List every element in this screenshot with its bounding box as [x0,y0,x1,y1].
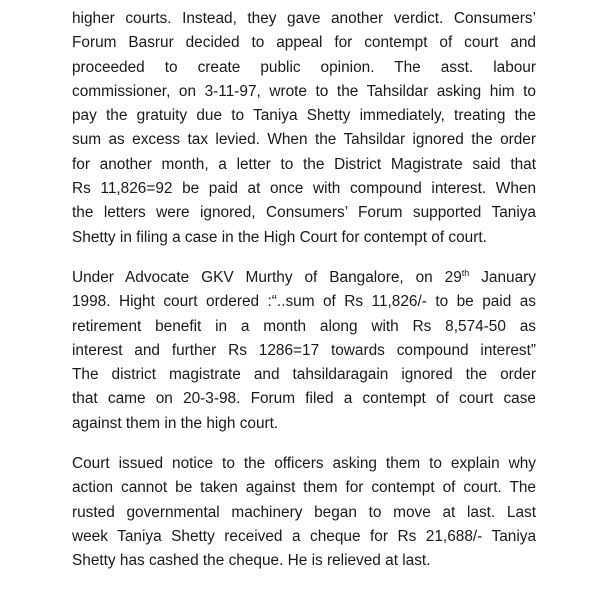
paragraph-3-line-3: rusted governmental machinery began to move at last. Last [72,503,536,521]
paragraph-1-line-3: proceeded to create public opinion. The asst. labour [72,58,536,76]
paragraph-1-line-7: for another month, a letter to the District Magistrate said that [72,155,536,173]
paragraph-2-line-1-before: Under Advocate GKV Murthy of Bangalore, on 29 [72,269,462,286]
paragraph-2-line-6: that came on 20-3-98. Forum filed a contempt of court case [72,390,536,408]
paragraph-1-line-9: the letters were ignored, Consumers’ Forum supported Taniya [72,204,536,222]
paragraph-1-line-4: commissioner, on 3-11-97, wrote to the Tahsildar asking him to [72,82,536,100]
ordinal-suffix: th [461,267,470,278]
paragraph-1-line-2: Forum Basrur decided to appeal for contempt of court and [72,34,536,52]
paragraph-3-line-1: Court issued notice to the officers asking them to explain why [72,455,536,472]
paragraph-3 [72,452,536,573]
paragraph-2-line-1-after: January [469,269,536,286]
paragraph-1-line-5: pay the gratuity due to Taniya Shetty immediately, treating the [72,107,536,125]
paragraph-1-line-8: Rs 11,826=92 be paid at once with compound interest. When [72,180,536,198]
paragraph-1-line-10: Shetty in filing a case in the High Court for contempt of court. [72,228,487,246]
paragraph-2 [72,266,536,436]
paragraph-3-line-4: week Taniya Shetty received a cheque for Rs 21,688/- Taniya [72,527,536,545]
paragraph-2-line-1 [72,266,536,290]
paragraph-2-line-4: interest and further Rs 1286=17 towards compound interest” [72,341,536,359]
paragraph-2-line-7: against them in the high court. [72,414,279,432]
paragraph-1 [72,7,536,250]
paragraph-1-line-6: sum as excess tax levied. When the Tahsildar ignored the order [72,131,536,149]
paragraph-3-line-5: Shetty has cashed the cheque. He is relieved at last. [72,552,431,570]
paragraph-1-line-1: higher courts. Instead, they gave another verdict. Consumers’ [72,10,536,27]
paragraph-2-line-2: 1998. Hight court ordered :“..sum of Rs 11,826/- to be paid as [72,293,536,311]
paragraph-3-line-2: action cannot be taken against them for contempt of court. The [72,479,536,497]
paragraph-2-line-3: retirement benefit in a month along with Rs 8,574-50 as [72,317,536,335]
paragraph-2-line-5: The district magistrate and tahsildaragain ignored the order [72,366,536,384]
